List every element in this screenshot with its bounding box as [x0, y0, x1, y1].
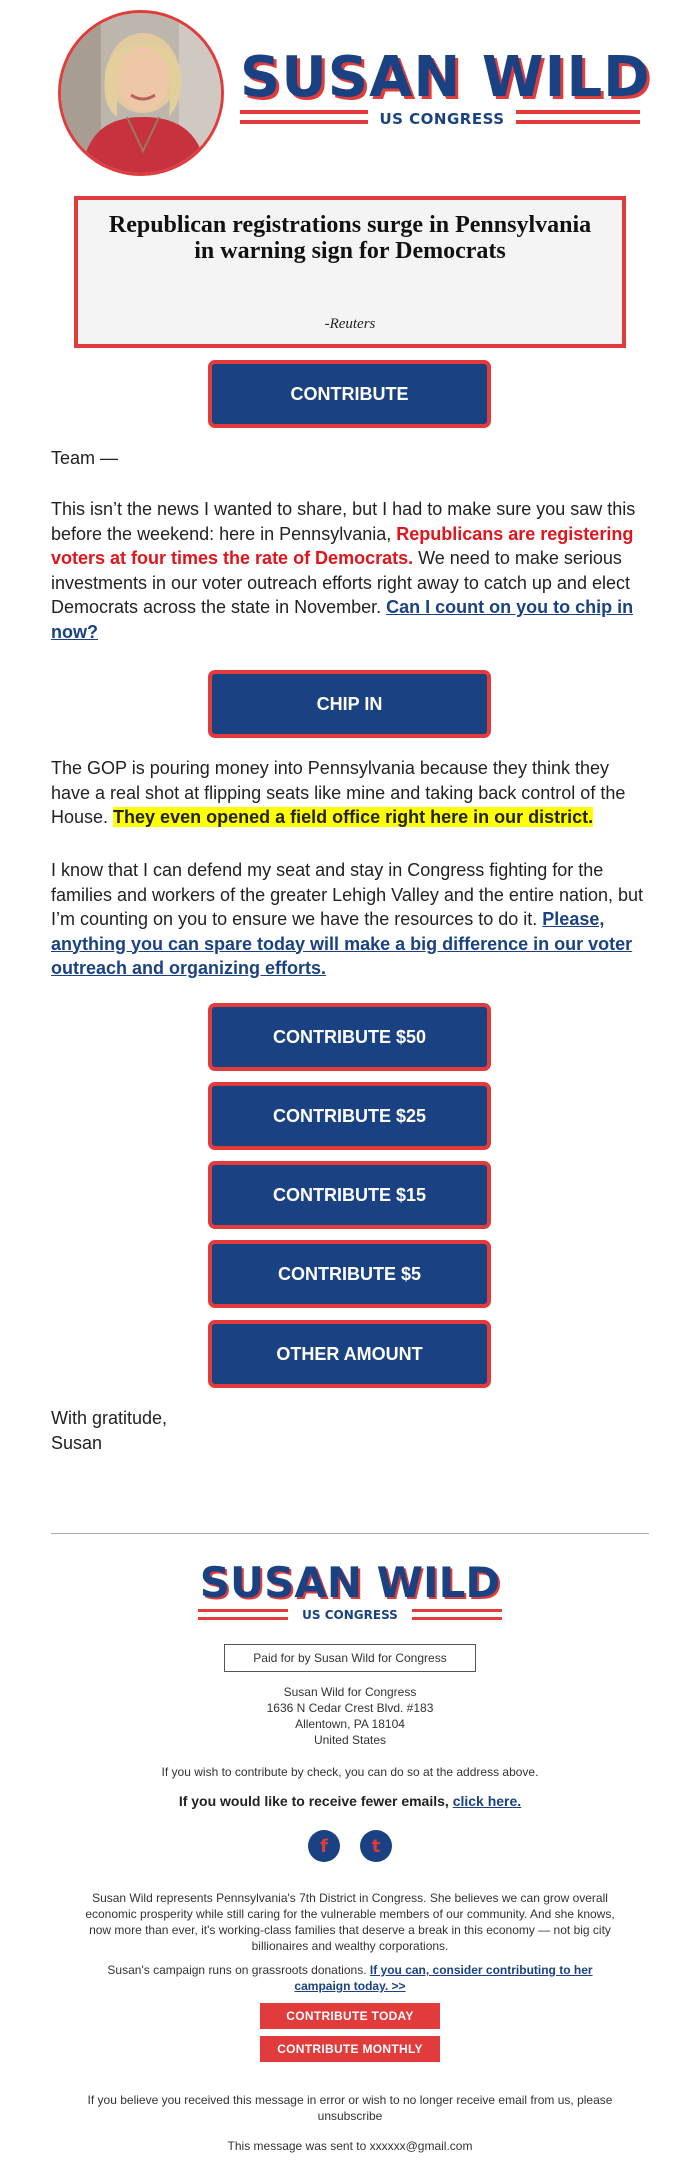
donate-link[interactable]: Please, anything you can spare today will make a big difference in our voter outreach and organizing efforts.: [51, 909, 633, 978]
facebook-icon[interactable]: f: [308, 1830, 340, 1862]
chip-in-link[interactable]: Can I count on you to chip in now?: [51, 597, 634, 642]
paragraph-text: The GOP is pouring money into Pennsylvania because they think they have a real shot at flipping seats like mine and taking back control of the House.: [51, 758, 626, 827]
paragraph-text: We need to make serious investments in our voter outreach efforts right away to catch up and elect Democrats across the state in November.: [51, 548, 630, 617]
address-line: Susan Wild for Congress: [283, 1685, 417, 1699]
footer-logo-stripe: [198, 1609, 288, 1612]
sent-to-text: This message was sent to: [227, 2139, 370, 2153]
contribute-50-button[interactable]: CONTRIBUTE $50: [208, 1003, 491, 1071]
paragraph-appeal: [51, 858, 651, 981]
footer-logo-subtitle: US CONGRESS: [302, 1608, 398, 1622]
fewer-emails-link[interactable]: click here.: [452, 1793, 522, 1809]
news-headline: Republican registrations surge in Pennsylvania in warning sign for Democrats: [108, 212, 592, 264]
sent-to-line: [60, 2138, 640, 2154]
recipient-email: xxxxxx@gmail.com: [369, 2139, 473, 2153]
candidate-portrait-illustration: [61, 13, 221, 173]
contribute-15-button[interactable]: CONTRIBUTE $15: [208, 1161, 491, 1229]
paid-for-disclaimer: Paid for by Susan Wild for Congress: [224, 1644, 476, 1672]
closing: With gratitude,: [51, 1408, 168, 1428]
grassroots-text: Susan's campaign runs on grassroots donations.: [107, 1963, 370, 1977]
twitter-icon[interactable]: t: [360, 1830, 392, 1862]
address-line: United States: [313, 1733, 387, 1747]
paragraph-gop: [51, 756, 651, 830]
news-headline-box: [74, 196, 626, 348]
paragraph-text: This isn’t the news I wanted to share, but I had to make sure you saw this before the weekend: here in Pennsylvania,: [51, 499, 636, 544]
logo-stripe: [516, 110, 640, 114]
contribute-monthly-button[interactable]: CONTRIBUTE MONTHLY: [260, 2036, 440, 2062]
logo-stripe: [240, 120, 368, 124]
grassroots-line: [100, 1962, 600, 1994]
address-line: 1636 N Cedar Crest Blvd. #183: [266, 1701, 434, 1715]
highlighted-text: They even opened a field office right here in our district.: [113, 807, 594, 827]
greeting: Team —: [51, 448, 119, 468]
address-line: Allentown, PA 18104: [295, 1717, 405, 1731]
unsubscribe-note[interactable]: If you believe you received this message in error or wish to no longer receive email from us, please unsubscribe: [87, 2093, 613, 2123]
logo-stripe: [240, 110, 368, 114]
footer-logo-stripe: [198, 1617, 288, 1620]
alert-text: Republicans are registering voters at four times the rate of Democrats.: [51, 523, 634, 568]
fewer-emails-text: If you would like to receive fewer emails,: [178, 1793, 453, 1809]
grassroots-link[interactable]: If you can, consider contributing to her campaign today. >>: [294, 1963, 593, 1993]
other-amount-button[interactable]: OTHER AMOUNT: [208, 1320, 491, 1388]
chip-in-button[interactable]: CHIP IN: [208, 670, 491, 738]
footer-logo-stripe: [412, 1609, 502, 1612]
contribute-25-button[interactable]: CONTRIBUTE $25: [208, 1082, 491, 1150]
news-source: -Reuters: [324, 316, 376, 332]
footer-logo-wordmark: SUSAN WILD: [199, 1558, 501, 1607]
fewer-emails-line: [60, 1792, 640, 1810]
signature: Susan: [51, 1433, 103, 1453]
candidate-photo: [58, 10, 224, 176]
check-note: If you wish to contribute by check, you can do so at the address above.: [161, 1765, 539, 1779]
email-header: [0, 0, 700, 180]
contribute-today-button[interactable]: CONTRIBUTE TODAY: [260, 2003, 440, 2029]
paragraph-text: I know that I can defend my seat and stay in Congress fighting for the families and workers of the greater Lehigh Valley and the entire nation, but I’m counting on you to ensure we have the resources to do it.: [51, 860, 644, 929]
paragraph-news: [51, 497, 651, 644]
logo-wordmark: SUSAN WILD: [240, 45, 651, 110]
footer-logo-stripe: [412, 1617, 502, 1620]
logo-stripe: [516, 120, 640, 124]
contribute-button[interactable]: CONTRIBUTE: [208, 360, 491, 428]
contribute-5-button[interactable]: CONTRIBUTE $5: [208, 1240, 491, 1308]
footer-divider: [51, 1533, 649, 1534]
logo-subtitle: US CONGRESS: [379, 110, 505, 128]
candidate-bio: Susan Wild represents Pennsylvania's 7th District in Congress. She believes we can grow overall economic prosperity while still caring for the vulnerable members of our community. And she knows, now more than ever, it's working-class families that deserve a break in this economy — not big city billionaires and wealthy corporations.: [85, 1891, 615, 1953]
